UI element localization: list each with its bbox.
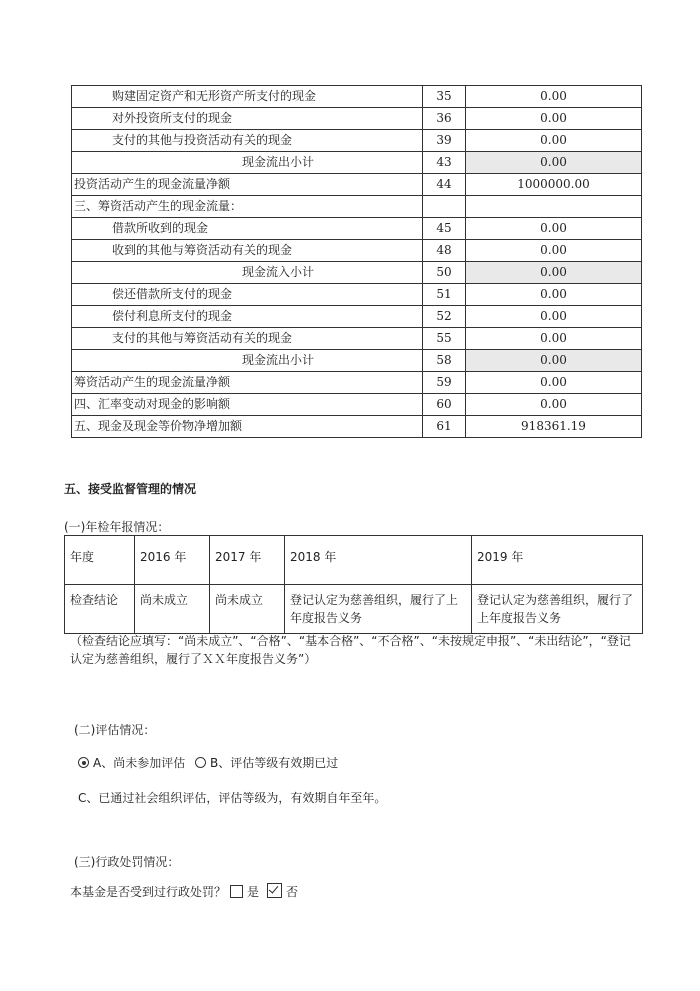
row-line-number: 35 bbox=[423, 86, 466, 108]
row-label: 投资活动产生的现金流量净额 bbox=[72, 174, 423, 196]
checkbox-no[interactable] bbox=[267, 883, 282, 898]
row-line-number: 43 bbox=[423, 152, 466, 174]
table-row bbox=[72, 174, 642, 196]
row-amount: 0.00 bbox=[466, 306, 642, 328]
header-cell: 2016 年 bbox=[135, 536, 210, 585]
row-amount: 0.00 bbox=[466, 152, 642, 174]
result-cell: 尚未成立 bbox=[210, 585, 285, 634]
header-cell: 年度 bbox=[65, 536, 135, 585]
row-label: 五、现金及现金等价物净增加额 bbox=[72, 416, 423, 438]
row-amount: 1000000.00 bbox=[466, 174, 642, 196]
row-label: 收到的其他与筹资活动有关的现金 bbox=[72, 240, 423, 262]
option-c-label: C、已通过社会组织评估，评估等级为，有效期自年至年。 bbox=[78, 791, 387, 805]
table-row bbox=[72, 86, 642, 108]
header-cell: 2017 年 bbox=[210, 536, 285, 585]
row-label: 三、筹资活动产生的现金流量： bbox=[72, 196, 423, 218]
result-cell: 尚未成立 bbox=[135, 585, 210, 634]
penalty-question: 本基金是否受到过行政处罚？ bbox=[70, 885, 227, 899]
row-line-number: 48 bbox=[423, 240, 466, 262]
row-amount: 0.00 bbox=[466, 328, 642, 350]
row-line-number: 60 bbox=[423, 394, 466, 416]
table-row bbox=[72, 262, 642, 284]
annual-inspection-table bbox=[64, 535, 643, 634]
table-row bbox=[72, 306, 642, 328]
row-amount: 918361.19 bbox=[466, 416, 642, 438]
row-label: 偿还借款所支付的现金 bbox=[72, 284, 423, 306]
radio-option-b[interactable] bbox=[195, 757, 206, 768]
row-label: 借款所收到的现金 bbox=[72, 218, 423, 240]
row-label: 购建固定资产和无形资产所支付的现金 bbox=[72, 86, 423, 108]
table-row bbox=[72, 196, 642, 218]
row-label: 筹资活动产生的现金流量净额 bbox=[72, 372, 423, 394]
row-line-number: 50 bbox=[423, 262, 466, 284]
row-label: 现金流出小计 bbox=[72, 350, 423, 372]
table-row bbox=[65, 585, 643, 634]
row-label: 现金流出小计 bbox=[72, 152, 423, 174]
evaluation-options bbox=[78, 754, 338, 771]
row-line-number: 45 bbox=[423, 218, 466, 240]
row-line-number: 36 bbox=[423, 108, 466, 130]
table-row bbox=[72, 350, 642, 372]
row-label: 四、汇率变动对现金的影响额 bbox=[72, 394, 423, 416]
row-amount: 0.00 bbox=[466, 394, 642, 416]
row-label: 偿付利息所支付的现金 bbox=[72, 306, 423, 328]
section-title: 五、接受监督管理的情况 bbox=[64, 482, 197, 496]
row-line-number: 59 bbox=[423, 372, 466, 394]
annual-inspection-title: (一)年检年报情况： bbox=[64, 520, 170, 534]
row-line-number: 55 bbox=[423, 328, 466, 350]
header-cell: 2018 年 bbox=[285, 536, 472, 585]
row-line-number: 39 bbox=[423, 130, 466, 152]
checkbox-yes[interactable] bbox=[230, 885, 243, 898]
row-line-number: 61 bbox=[423, 416, 466, 438]
row-amount: 0.00 bbox=[466, 284, 642, 306]
yes-label: 是 bbox=[247, 885, 260, 899]
row-label: 现金流入小计 bbox=[72, 262, 423, 284]
row-amount: 0.00 bbox=[466, 240, 642, 262]
row-label: 对外投资所支付的现金 bbox=[72, 108, 423, 130]
inspection-note: （检查结论应填写：“尚未成立”、“合格”、“基本合格”、“不合格”、“未按规定申报”、“未出结论”，“登记认定为慈善组织，履行了ＸＸ年度报告义务”） bbox=[70, 634, 631, 666]
row-line-number: 44 bbox=[423, 174, 466, 196]
table-row bbox=[72, 416, 642, 438]
row-amount: 0.00 bbox=[466, 262, 642, 284]
result-cell: 检查结论 bbox=[65, 585, 135, 634]
radio-option-a[interactable] bbox=[78, 757, 89, 768]
table-row bbox=[72, 130, 642, 152]
table-row bbox=[72, 218, 642, 240]
result-cell: 登记认定为慈善组织，履行了上年度报告义务 bbox=[285, 585, 472, 634]
option-b-label: B、评估等级有效期已过 bbox=[210, 756, 339, 770]
table-row bbox=[72, 372, 642, 394]
row-amount: 0.00 bbox=[466, 130, 642, 152]
row-amount: 0.00 bbox=[466, 108, 642, 130]
table-row bbox=[72, 284, 642, 306]
row-line-number: 51 bbox=[423, 284, 466, 306]
table-row bbox=[72, 152, 642, 174]
evaluation-title: (二)评估情况： bbox=[74, 723, 156, 737]
table-header-row bbox=[65, 536, 643, 585]
penalty-question-row bbox=[70, 883, 298, 900]
penalty-title: (三)行政处罚情况： bbox=[74, 855, 180, 869]
table-row bbox=[72, 394, 642, 416]
row-line-number: 58 bbox=[423, 350, 466, 372]
table-row bbox=[72, 108, 642, 130]
no-label: 否 bbox=[286, 885, 299, 899]
table-row bbox=[72, 328, 642, 350]
row-amount bbox=[466, 196, 642, 218]
row-label: 支付的其他与筹资活动有关的现金 bbox=[72, 328, 423, 350]
cash-flow-table bbox=[71, 85, 642, 438]
header-cell: 2019 年 bbox=[472, 536, 643, 585]
row-label: 支付的其他与投资活动有关的现金 bbox=[72, 130, 423, 152]
row-amount: 0.00 bbox=[466, 350, 642, 372]
row-line-number bbox=[423, 196, 466, 218]
option-a-label: A、尚未参加评估 bbox=[93, 756, 186, 770]
table-row bbox=[72, 240, 642, 262]
result-cell: 登记认定为慈善组织，履行了上年度报告义务 bbox=[472, 585, 643, 634]
row-line-number: 52 bbox=[423, 306, 466, 328]
row-amount: 0.00 bbox=[466, 372, 642, 394]
row-amount: 0.00 bbox=[466, 86, 642, 108]
row-amount: 0.00 bbox=[466, 218, 642, 240]
